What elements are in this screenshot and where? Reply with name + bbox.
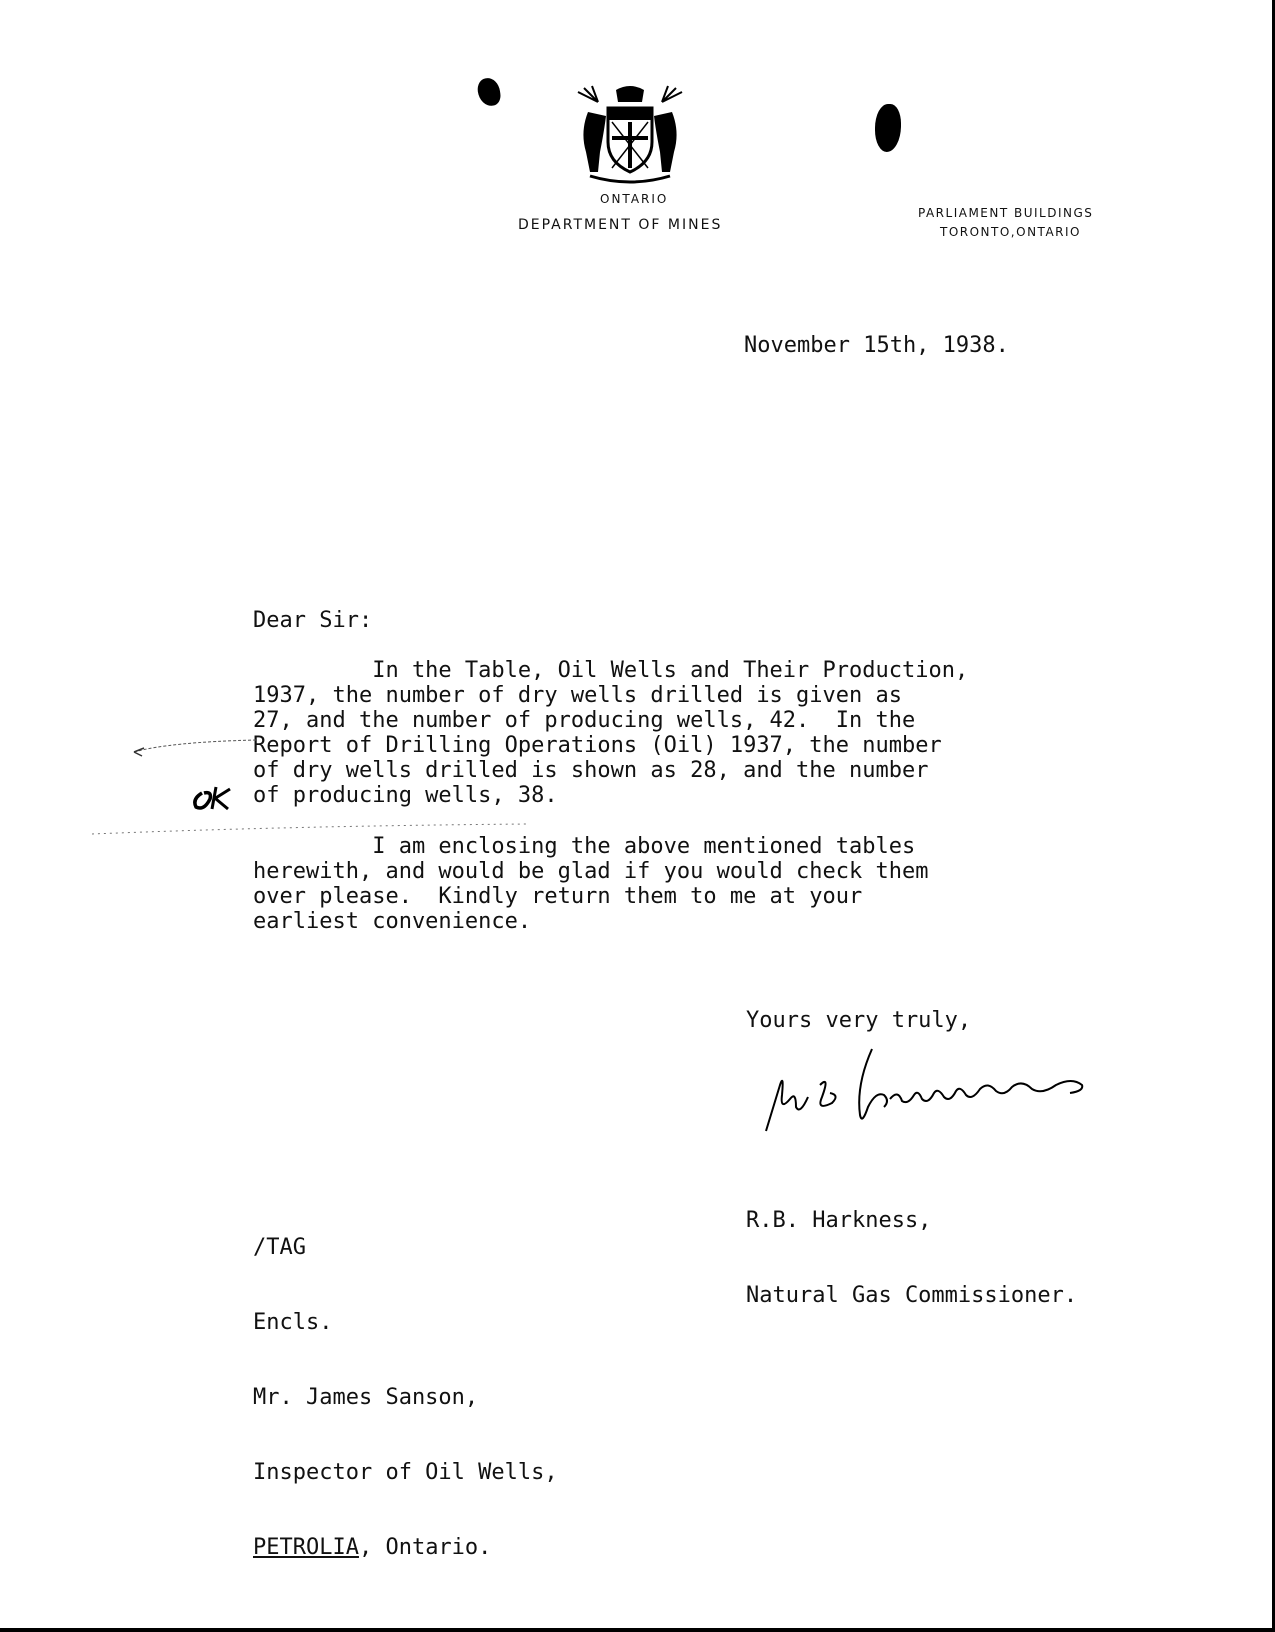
- recipient-address: [253, 1335, 558, 1585]
- signatory-title: Natural Gas Commissioner.: [746, 1283, 1078, 1308]
- signatory-name: R.B. Harkness,: [746, 1208, 932, 1233]
- scan-edge-bottom: [0, 1628, 1275, 1632]
- signatory-block: [746, 1158, 1077, 1333]
- closing: Yours very truly,: [746, 1008, 972, 1033]
- ink-blot: [476, 77, 502, 108]
- body-paragraph-2: I am enclosing the above mentioned tables herewith, and would be glad if you would check them over please. Kindly return them to me at your earliest convenience.: [253, 834, 929, 934]
- letter-date: November 15th, 1938.: [744, 333, 1009, 358]
- pencil-arrow-mark: [130, 730, 260, 760]
- handwritten-signature: [760, 1045, 1120, 1135]
- letterhead-address-line2: TORONTO,ONTARIO: [940, 225, 1081, 239]
- body-paragraph-1: In the Table, Oil Wells and Their Production, 1937, the number of dry wells drilled is given as 27, and the number of producing wells, 42. In the Report of Drilling Operations (Oil) 1937, the number of dry wells drilled is shown as 28, and the number of producing wells, 38.: [253, 658, 969, 808]
- letterhead-department: DEPARTMENT OF MINES: [518, 217, 723, 233]
- recipient-name: Mr. James Sanson,: [253, 1385, 479, 1410]
- recipient-location: [253, 1535, 558, 1560]
- recipient-title: Inspector of Oil Wells,: [253, 1460, 558, 1485]
- ink-blot: [875, 104, 901, 152]
- recipient-province: , Ontario.: [358, 1535, 492, 1560]
- handwritten-ok-mark: [190, 785, 240, 811]
- enclosures-note: Encls.: [253, 1310, 333, 1335]
- reference-block: [253, 1185, 332, 1360]
- letterhead-address-line1: PARLIAMENT BUILDINGS: [918, 206, 1094, 220]
- letterhead-province: ONTARIO: [600, 192, 669, 206]
- typist-initials: /TAG: [253, 1235, 306, 1260]
- pencil-line-mark: [90, 820, 530, 840]
- coat-of-arms-icon: [570, 82, 690, 188]
- recipient-city: PETROLIA: [253, 1535, 359, 1560]
- salutation: Dear Sir:: [253, 608, 373, 633]
